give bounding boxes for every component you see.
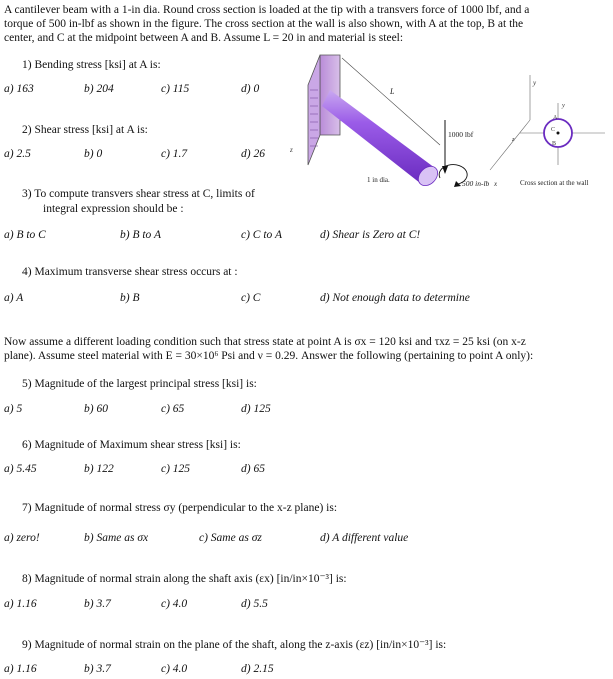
question-3: 3) To compute transvers shear stress at C, limits of — [22, 188, 255, 200]
label-A: A — [553, 115, 558, 121]
q8-option-d[interactable]: d) 5.5 — [241, 598, 268, 610]
label-z: z — [290, 146, 293, 154]
question-6: 6) Magnitude of Maximum shear stress [ksi] is: — [22, 439, 241, 451]
question-1: 1) Bending stress [ksi] at A is: — [22, 59, 161, 71]
q6-option-a[interactable]: a) 5.45 — [4, 463, 37, 475]
intro-line-3: center, and C at the midpoint between A and B. Assume L = 20 in and material is steel: — [4, 32, 404, 44]
label-x: x — [494, 180, 498, 188]
q1-option-c[interactable]: c) 115 — [161, 83, 190, 95]
q9-option-c[interactable]: c) 4.0 — [161, 663, 188, 675]
q7-option-c[interactable]: c) Same as σz — [199, 532, 262, 544]
label-torque: 500 in-lb — [462, 179, 490, 188]
q5-option-b[interactable]: b) 60 — [84, 403, 108, 415]
q6-option-d[interactable]: d) 65 — [241, 463, 265, 475]
intro-line-2: torque of 500 in-lbf as shown in the figure. The cross section at the wall is also shown, with A at the top, B at the — [4, 18, 524, 30]
label-B: B — [552, 141, 557, 147]
cross-section-figure — [500, 95, 613, 190]
part2-intro-line-1: Now assume a different loading condition such that stress state at point A is σx = 120 ksi and τxz = 25 ksi (on x-z — [4, 336, 526, 348]
shaft — [322, 90, 441, 189]
q2-option-a[interactable]: a) 2.5 — [4, 148, 31, 160]
q7-option-d[interactable]: d) A different value — [320, 532, 409, 544]
q8-option-c[interactable]: c) 4.0 — [161, 598, 188, 610]
q4-option-c[interactable]: c) C — [241, 292, 261, 304]
q1-option-d[interactable]: d) 0 — [241, 83, 260, 95]
q9-option-b[interactable]: b) 3.7 — [84, 663, 111, 675]
part2-intro-line-2: plane). Assume steel material with E = 30×10⁶ Psi and ν = 0.29. Answer the following (pertaining to point A only): — [4, 350, 534, 362]
question-7: 7) Magnitude of normal stress σy (perpendicular to the x-z plane) is: — [22, 502, 338, 514]
intro-line-1: A cantilever beam with a 1-in dia. Round cross section is loaded at the tip with a transvers force of 1000 lbf, and a — [4, 4, 530, 16]
question-9: 9) Magnitude of normal strain on the plane of the shaft, along the z-axis (εz) [in/in×10⁻³] is: — [22, 639, 447, 651]
question-8: 8) Magnitude of normal strain along the shaft axis (εx) [in/in×10⁻³] is: — [22, 573, 347, 585]
q8-option-b[interactable]: b) 3.7 — [84, 598, 111, 610]
q6-option-b[interactable]: b) 122 — [84, 463, 114, 475]
label-L: L — [390, 87, 395, 96]
label-cs-z: z — [512, 136, 515, 143]
label-force: 1000 lbf — [448, 130, 474, 139]
q5-option-d[interactable]: d) 125 — [241, 403, 271, 415]
q4-option-a[interactable]: a) A — [4, 292, 24, 304]
label-y: y — [533, 79, 537, 87]
q4-option-d[interactable]: d) Not enough data to determine — [320, 292, 470, 304]
q5-option-c[interactable]: c) 65 — [161, 403, 185, 415]
q3-option-a[interactable]: a) B to C — [4, 229, 46, 241]
question-5: 5) Magnitude of the largest principal stress [ksi] is: — [22, 378, 257, 390]
label-cs-y: y — [562, 102, 565, 109]
q2-option-d[interactable]: d) 26 — [241, 148, 265, 160]
q2-option-b[interactable]: b) 0 — [84, 148, 103, 160]
q6-option-c[interactable]: c) 125 — [161, 463, 191, 475]
q3-option-c[interactable]: c) C to A — [241, 229, 282, 241]
label-C: C — [551, 127, 556, 133]
q9-option-a[interactable]: a) 1.16 — [4, 663, 37, 675]
q1-option-a[interactable]: a) 163 — [4, 83, 34, 95]
q5-option-a[interactable]: a) 5 — [4, 403, 23, 415]
label-dia: 1 in dia. — [367, 176, 390, 184]
q4-option-b[interactable]: b) B — [120, 292, 140, 304]
question-3-cont: integral expression should be : — [43, 203, 184, 215]
q1-option-b[interactable]: b) 204 — [84, 83, 114, 95]
question-4: 4) Maximum transverse shear stress occurs at : — [22, 266, 238, 278]
question-2: 2) Shear stress [ksi] at A is: — [22, 124, 148, 136]
q7-option-a[interactable]: a) zero! — [4, 532, 40, 544]
q8-option-a[interactable]: a) 1.16 — [4, 598, 37, 610]
q9-option-d[interactable]: d) 2.15 — [241, 663, 274, 675]
q3-option-d[interactable]: d) Shear is Zero at C! — [320, 229, 421, 241]
label-section: Cross section at the wall — [520, 179, 589, 187]
q2-option-c[interactable]: c) 1.7 — [161, 148, 188, 160]
q7-option-b[interactable]: b) Same as σx — [84, 532, 149, 544]
q3-option-b[interactable]: b) B to A — [120, 229, 161, 241]
